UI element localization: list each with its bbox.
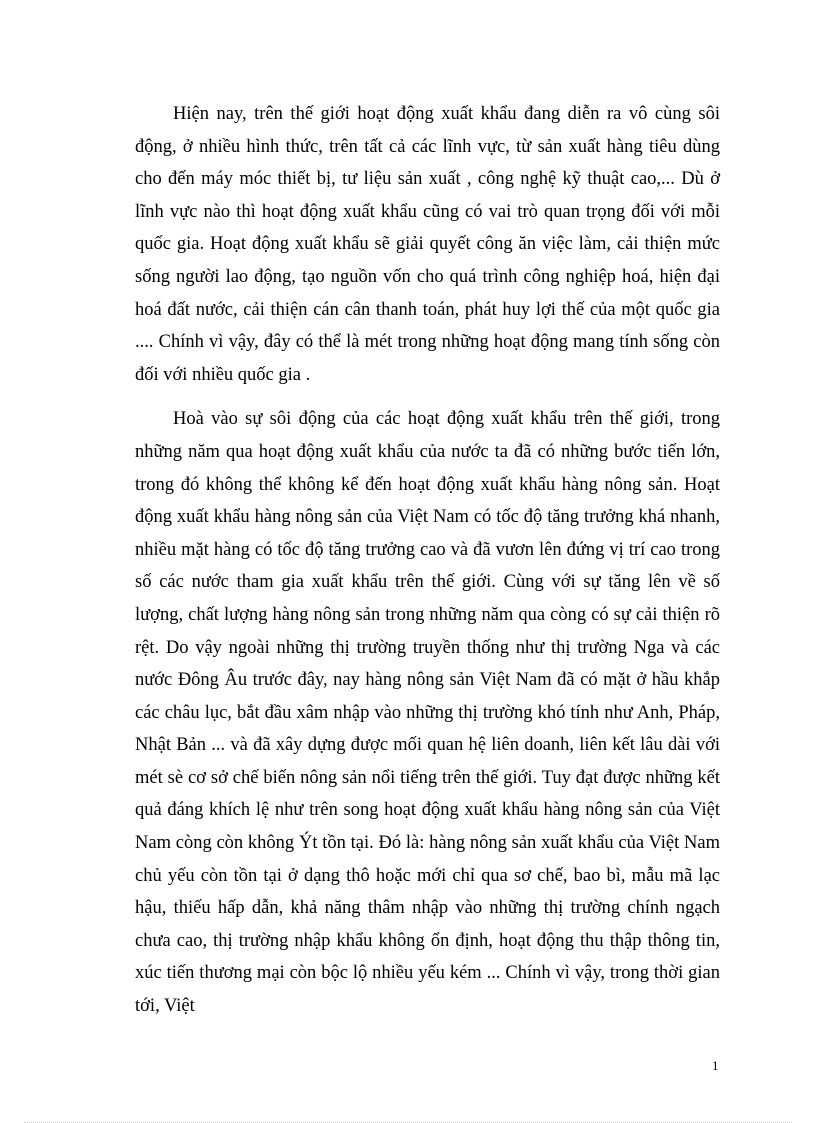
paragraph-2: Hoà vào sự sôi động của các hoạt động xuất khẩu trên thế giới, trong những năm qua hoạt động xuất khẩu của nước ta đã có những bước tiến lớn, trong đó không thể không kể đến hoạt động xuất khẩu hàng nông sản. Hoạt động xuất khẩu hàng nông sản của Việt Nam có tốc độ tăng trưởng khá nhanh, nhiều mặt hàng có tốc độ tăng trưởng cao và đã vươn lên đứng vị trí cao trong số các nước tham gia xuất khẩu trên thế giới. Cùng với sự tăng lên về số lượng, chất lượng hàng nông sản trong những năm qua còng có sự cải thiện rõ rệt. Do vậy ngoài những thị trường truyền thống như thị trường Nga và các nước Đông Âu trước đây, nay hàng nông sản Việt Nam đã có mặt ở hầu khắp các châu lục, bắt đầu xâm nhập vào những thị trường khó tính như Anh, Pháp, Nhật Bản ... và đã xây dựng được mối quan hệ liên doanh, liên kết lâu dài với mét sè cơ sở chế biến nông sản nổi tiếng trên thế giới. Tuy đạt được những kết quả đáng khích lệ như trên song hoạt động xuất khẩu hàng nông sản của Việt Nam còng còn không Ýt tồn tại. Đó là: hàng nông sản xuất khẩu của Việt Nam chủ yếu còn tồn tại ở dạng thô hoặc mới chỉ qua sơ chế, bao bì, mẫu mã lạc hậu, thiếu hấp dẫn, khả năng thâm nhập vào những thị trường chính ngạch chưa cao, thị trường nhập khẩu không ổn định, hoạt động thu thập thông tin, xúc tiến thương mại còn bộc lộ nhiều yếu kém ... Chính vì vậy, trong thời gian tới, Việt [135, 409, 720, 1017]
paragraph-1: Hiện nay, trên thế giới hoạt động xuất khẩu đang diễn ra vô cùng sôi động, ở nhiều hình thức, trên tất cả các lĩnh vực, từ sản xuất hàng tiêu dùng cho đến máy móc thiết bị, tư liệu sản xuất , công nghệ kỹ thuật cao,... Dù ở lĩnh vực nào thì hoạt động xuất khẩu cũng có vai trò quan trọng đối với mỗi quốc gia. Hoạt động xuất khẩu sẽ giải quyết công ăn việc làm, cải thiện mức sống người lao động, tạo nguồn vốn cho quá trình công nghiệp hoá, hiện đại hoá đất nước, cải thiện cán cân thanh toán, phát huy lợi thế của một quốc gia .... Chính vì vậy, đây có thể là mét trong những hoạt động mang tính sống còn đối với nhiều quốc gia . [135, 104, 720, 385]
page-number: 1 [712, 1058, 719, 1073]
page-body [135, 98, 720, 1035]
